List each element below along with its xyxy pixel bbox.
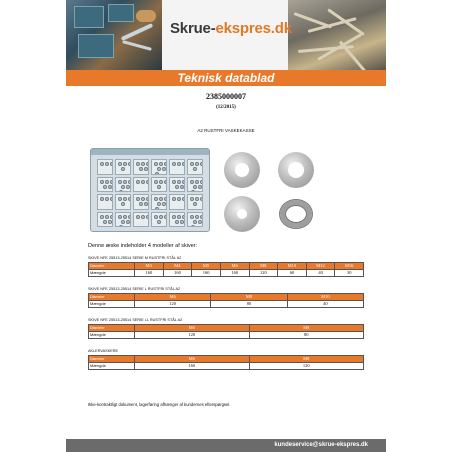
- table-row: [89, 270, 364, 277]
- flat-washer-image-2: [278, 152, 314, 188]
- spring-washer-image: [280, 200, 312, 228]
- kit-compartment: [169, 212, 185, 228]
- table-title: AKLERVASKERE: [88, 349, 119, 353]
- quantity-cell: 120: [135, 301, 211, 308]
- disclaimer-text: Ikke-kontraktligt dokument, lagerføring afhænger af kundernes efterspørgsel.: [88, 402, 231, 407]
- logo-text-part2: ekspres.dk: [215, 20, 292, 37]
- footer-bar: [66, 439, 386, 452]
- kit-compartment: [97, 177, 113, 193]
- document-number: 2385000007: [206, 92, 246, 101]
- kit-compartment: [187, 159, 203, 175]
- page-title: Teknisk datablad: [177, 71, 275, 85]
- kit-compartment: [169, 177, 185, 193]
- table-header-row: [89, 294, 364, 301]
- row-label: Mængde: [89, 270, 135, 277]
- quantity-cell: 60: [278, 270, 307, 277]
- datasheet-page: [66, 0, 386, 452]
- kit-compartment: [115, 194, 131, 210]
- diameter-cell: M12: [306, 263, 335, 270]
- quantity-cell: 160: [192, 270, 221, 277]
- kit-compartment: [115, 212, 131, 228]
- row-label: Diameter: [89, 294, 135, 301]
- quantity-cell: 40: [287, 301, 363, 308]
- product-name: A2 RUSTFRI VASKEKASSE: [197, 128, 255, 133]
- spec-table: [88, 355, 364, 370]
- diameter-cell: M8: [249, 263, 278, 270]
- row-label: Diameter: [89, 325, 135, 332]
- kit-compartment: [115, 177, 131, 193]
- kit-compartment: [169, 194, 185, 210]
- table-row: [89, 301, 364, 308]
- diameter-cell: M3: [135, 263, 164, 270]
- kit-compartment: [151, 194, 167, 210]
- logo-text-part1: Skrue-: [170, 20, 216, 37]
- row-label: Mængde: [89, 363, 135, 370]
- diameter-cell: M10: [287, 294, 363, 301]
- kit-compartment: [133, 159, 149, 175]
- quantity-cell: 120: [135, 332, 250, 339]
- table-header-row: [89, 356, 364, 363]
- quantity-cell: 40: [306, 270, 335, 277]
- kit-compartment: [97, 212, 113, 228]
- kit-compartment: [115, 159, 131, 175]
- table-title: SKIVE NFE 25513-25514 SERIE LL RUSTFRI STÅL A2: [88, 318, 183, 322]
- document-date: (12/2015): [216, 105, 236, 110]
- diameter-cell: M6: [135, 325, 250, 332]
- diameter-cell: M6: [135, 294, 211, 301]
- quantity-cell: 120: [249, 270, 278, 277]
- diameter-cell: M5: [192, 263, 221, 270]
- kit-compartment: [133, 177, 149, 193]
- table-row: [89, 363, 364, 370]
- kit-compartment: [187, 177, 203, 193]
- large-washer-image: [224, 196, 260, 232]
- row-label: Diameter: [89, 263, 135, 270]
- company-logo: [170, 20, 292, 37]
- row-label: Mængde: [89, 332, 135, 339]
- diameter-cell: M8: [249, 356, 364, 363]
- quantity-cell: 80: [249, 332, 364, 339]
- diameter-cell: M8: [249, 325, 364, 332]
- kit-compartment: [151, 177, 167, 193]
- header-photo-tools: [66, 0, 162, 70]
- kit-compartment: [133, 194, 149, 210]
- table-header-row: [89, 263, 364, 270]
- quantity-cell: 160: [135, 270, 164, 277]
- quantity-cell: 160: [220, 270, 249, 277]
- flat-washer-image-1: [224, 152, 260, 188]
- diameter-cell: M4: [163, 263, 192, 270]
- diameter-cell: M16: [335, 263, 364, 270]
- header-photo-screws: [288, 0, 386, 70]
- quantity-cell: 160: [135, 363, 250, 370]
- kit-compartment: [151, 159, 167, 175]
- intro-text: Denne æske indeholder 4 modeller af skiver:: [88, 243, 198, 249]
- kit-compartment: [187, 194, 203, 210]
- footer-email: kundeservice@skrue-ekspres.dk: [274, 442, 368, 448]
- spec-table: [88, 324, 364, 339]
- diameter-cell: M8: [211, 294, 287, 301]
- diameter-cell: M6: [135, 356, 250, 363]
- row-label: Mængde: [89, 301, 135, 308]
- table-title: SKIVE NFE 25513-25514 SERIE M RUSTFRI STÅL A2: [88, 256, 182, 260]
- kit-compartment: [97, 159, 113, 175]
- table-title: SKIVE NFE 25513-25514 SERIE L RUSTFRI STÅL A2: [88, 287, 181, 291]
- title-bar: [66, 70, 386, 86]
- row-label: Diameter: [89, 356, 135, 363]
- spec-table: [88, 293, 364, 308]
- header-banner: [66, 0, 386, 70]
- kit-compartment: [133, 212, 149, 228]
- diameter-cell: M10: [278, 263, 307, 270]
- washer-kit-box-image: [90, 148, 210, 232]
- table-header-row: [89, 325, 364, 332]
- quantity-cell: 120: [249, 363, 364, 370]
- kit-compartment: [151, 212, 167, 228]
- kit-compartment: [187, 212, 203, 228]
- quantity-cell: 30: [335, 270, 364, 277]
- quantity-cell: 160: [163, 270, 192, 277]
- kit-compartment: [97, 194, 113, 210]
- diameter-cell: M6: [220, 263, 249, 270]
- kit-compartment: [169, 159, 185, 175]
- quantity-cell: 80: [211, 301, 287, 308]
- table-row: [89, 332, 364, 339]
- spec-table: [88, 262, 364, 277]
